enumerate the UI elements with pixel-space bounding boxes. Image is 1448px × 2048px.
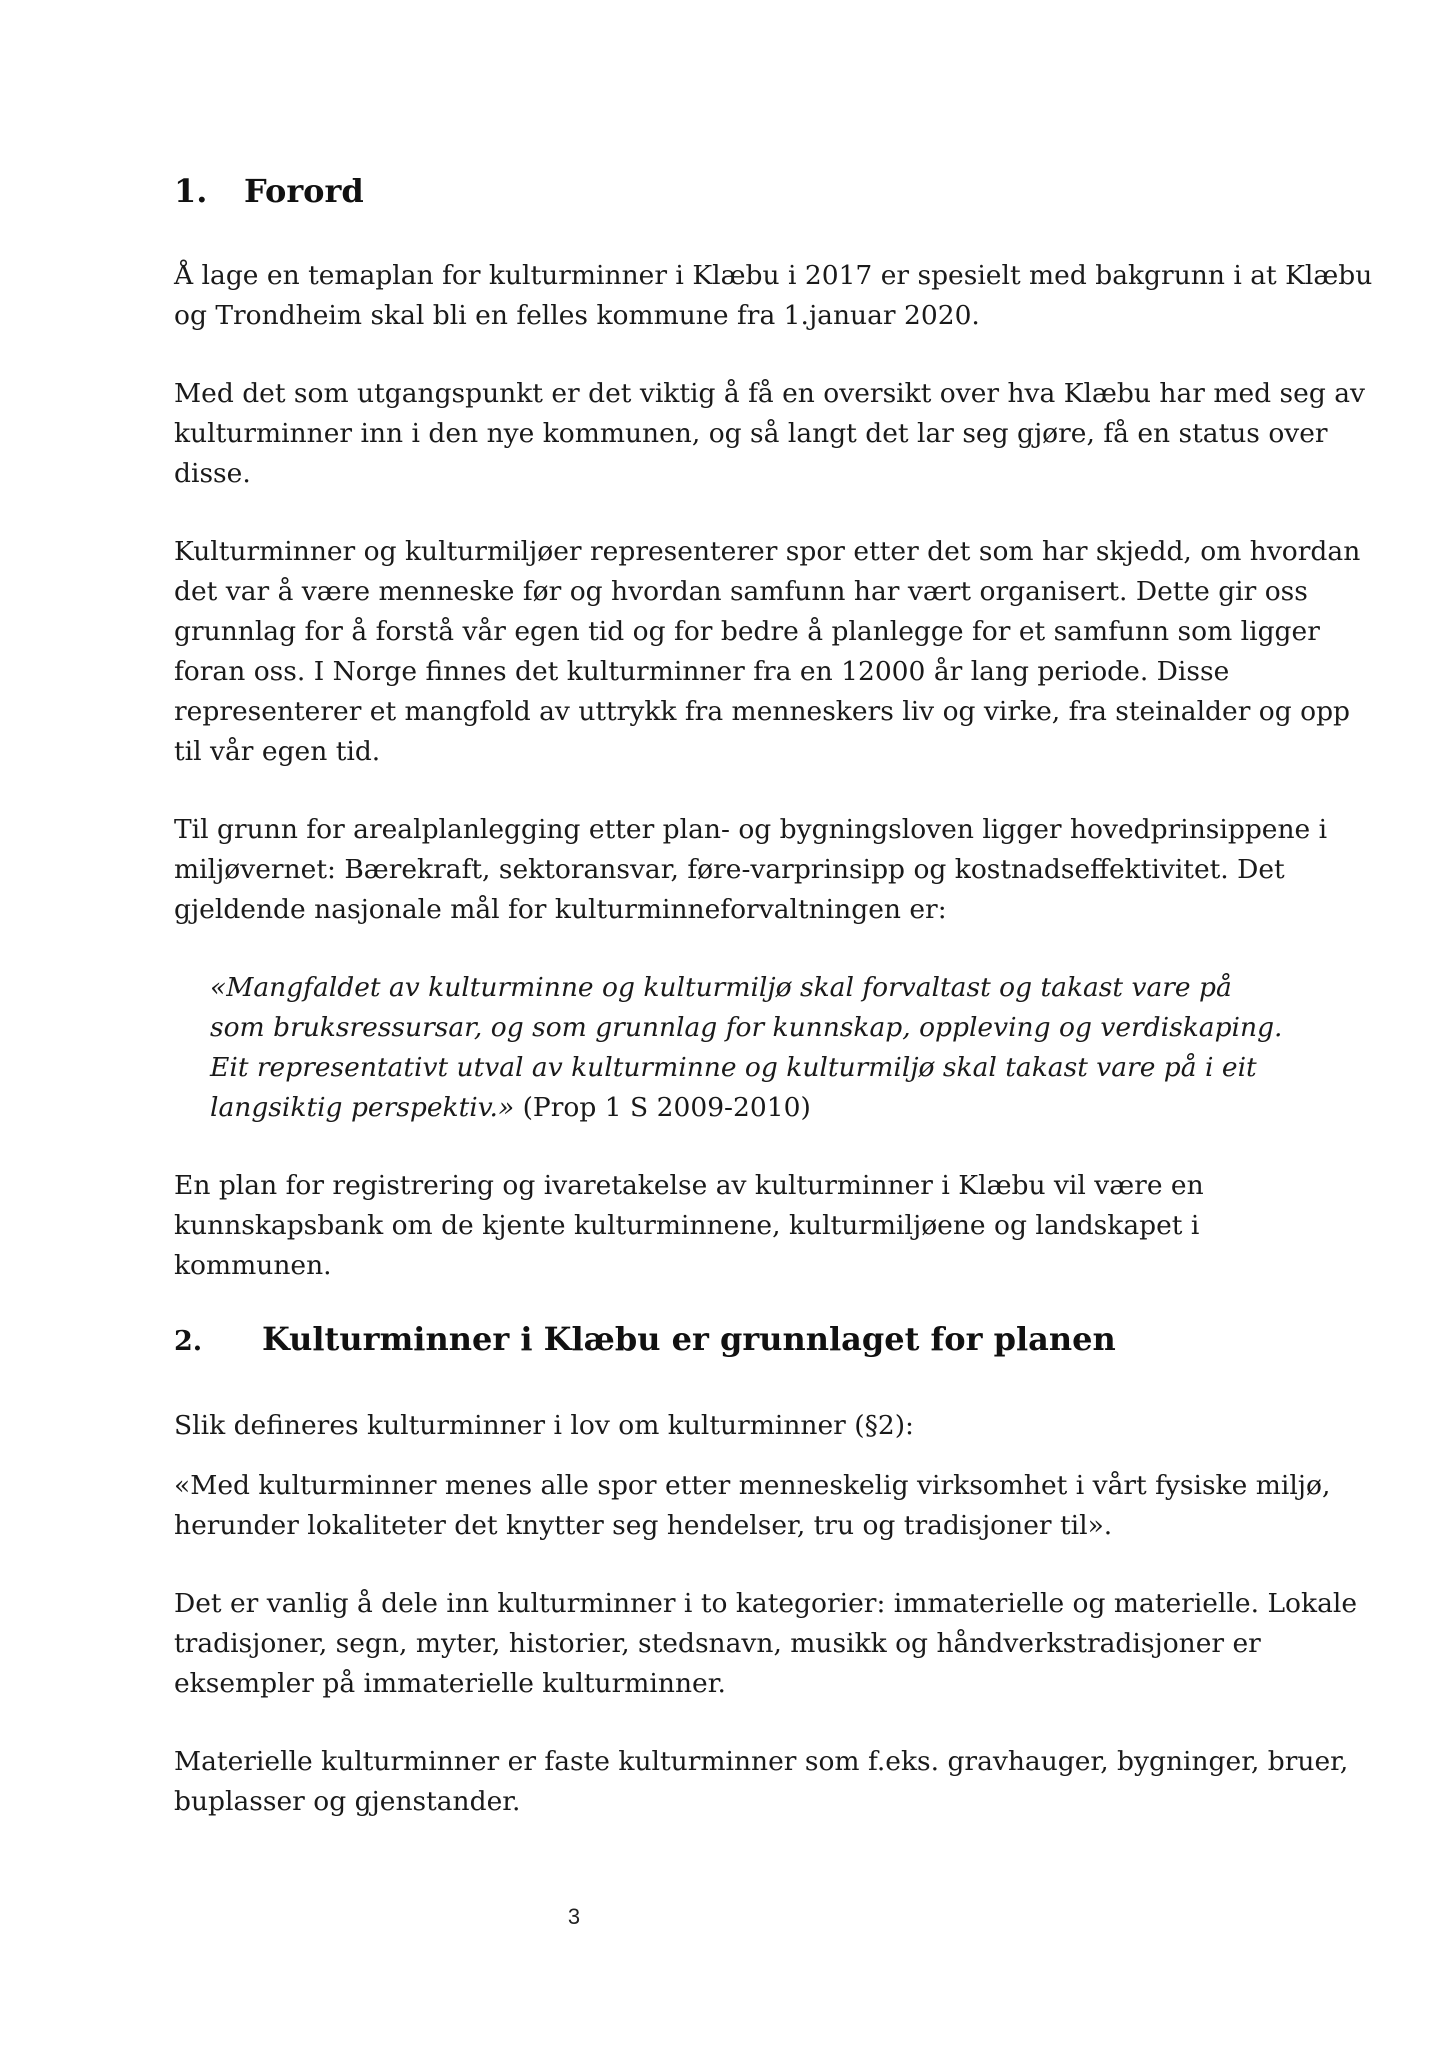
text-line: representerer et mangfold av uttrykk fra menneskers liv og virke, fra steinalder og opp	[174, 696, 1351, 727]
text-line: Det er vanlig å dele inn kulturminner i to kategorier: immaterielle og materielle. Lokale	[174, 1588, 1358, 1619]
quote-last-line	[210, 1088, 1282, 1128]
paragraph	[174, 1466, 1330, 1546]
text-line: Slik defineres kulturminner i lov om kulturminner (§2):	[174, 1410, 914, 1441]
text-line: foran oss. I Norge finnes det kulturminner fra en 12000 år lang periode. Disse	[174, 656, 1230, 687]
section-2-heading	[174, 1320, 1116, 1358]
paragraph	[174, 1166, 1204, 1286]
text-line: eksempler på immaterielle kulturminner.	[174, 1668, 726, 1699]
text-line: buplasser og gjenstander.	[174, 1786, 521, 1817]
section-1-number: 1.	[174, 172, 208, 210]
paragraph	[174, 810, 1327, 930]
section-1-title: Forord	[244, 172, 364, 210]
section-1-heading	[174, 172, 364, 210]
text-line: grunnlag for å forstå vår egen tid og for bedre å planlegge for et samfunn som ligger	[174, 616, 1320, 647]
paragraph	[174, 374, 1365, 494]
quote-citation: (Prop 1 S 2009-2010)	[514, 1092, 811, 1123]
text-line: Å lage en temaplan for kulturminner i Klæbu i 2017 er spesielt med bakgrunn i at Klæbu	[174, 260, 1373, 291]
paragraph	[174, 1406, 914, 1446]
paragraph	[174, 1742, 1348, 1822]
document-page	[174, 0, 1373, 2048]
text-line: det var å være menneske før og hvordan samfunn har vært organisert. Dette gir oss	[174, 576, 1308, 607]
text-line: til vår egen tid.	[174, 736, 381, 767]
text-line: tradisjoner, segn, myter, historier, stedsnavn, musikk og håndverkstradisjoner er	[174, 1628, 1261, 1659]
text-line: Med det som utgangspunkt er det viktig å få en oversikt over hva Klæbu har med seg av	[174, 378, 1365, 409]
quote-block	[210, 968, 1282, 1128]
quote-line: langsiktig perspektiv.»	[210, 1092, 515, 1123]
section-2-number: 2.	[174, 1326, 203, 1357]
text-line: kulturminner inn i den nye kommunen, og så langt det lar seg gjøre, få en status over	[174, 418, 1328, 449]
text-line: kommunen.	[174, 1250, 332, 1281]
text-line: gjeldende nasjonale mål for kulturminneforvaltningen er:	[174, 894, 947, 925]
text-line: herunder lokaliteter det knytter seg hendelser, tru og tradisjoner til».	[174, 1510, 1113, 1541]
quote-line: som bruksressursar, og som grunnlag for kunnskap, oppleving og verdiskaping.	[210, 1012, 1283, 1043]
text-line: En plan for registrering og ivaretakelse av kulturminner i Klæbu vil være en	[174, 1170, 1204, 1201]
text-line: Til grunn for arealplanlegging etter plan- og bygningsloven ligger hovedprinsippene i	[174, 814, 1328, 845]
text-line: og Trondheim skal bli en felles kommune fra 1.januar 2020.	[174, 300, 980, 331]
text-line: kunnskapsbank om de kjente kulturminnene, kulturmiljøene og landskapet i	[174, 1210, 1200, 1241]
paragraph	[174, 532, 1360, 772]
section-2-title: Kulturminner i Klæbu er grunnlaget for planen	[262, 1320, 1116, 1358]
quote-line: Eit representativt utval av kulturminne og kulturmiljø skal takast vare på i eit	[210, 1052, 1257, 1083]
quote-line: «Mangfaldet av kulturminne og kulturmiljø skal forvaltast og takast vare på	[210, 972, 1232, 1003]
text-line: Materielle kulturminner er faste kulturminner som f.eks. gravhauger, bygninger, bruer,	[174, 1746, 1349, 1777]
text-line: Kulturminner og kulturmiljøer representerer spor etter det som har skjedd, om hvordan	[174, 536, 1361, 567]
page-number: 3	[567, 1904, 581, 1929]
text-line: miljøvernet: Bærekraft, sektoransvar, føre-varprinsipp og kostnadseffektivitet. Det	[174, 854, 1285, 885]
text-line: «Med kulturminner menes alle spor etter menneskelig virksomhet i vårt fysiske miljø,	[174, 1470, 1331, 1501]
paragraph	[174, 256, 1372, 336]
paragraph	[174, 1584, 1357, 1704]
text-line: disse.	[174, 458, 251, 489]
